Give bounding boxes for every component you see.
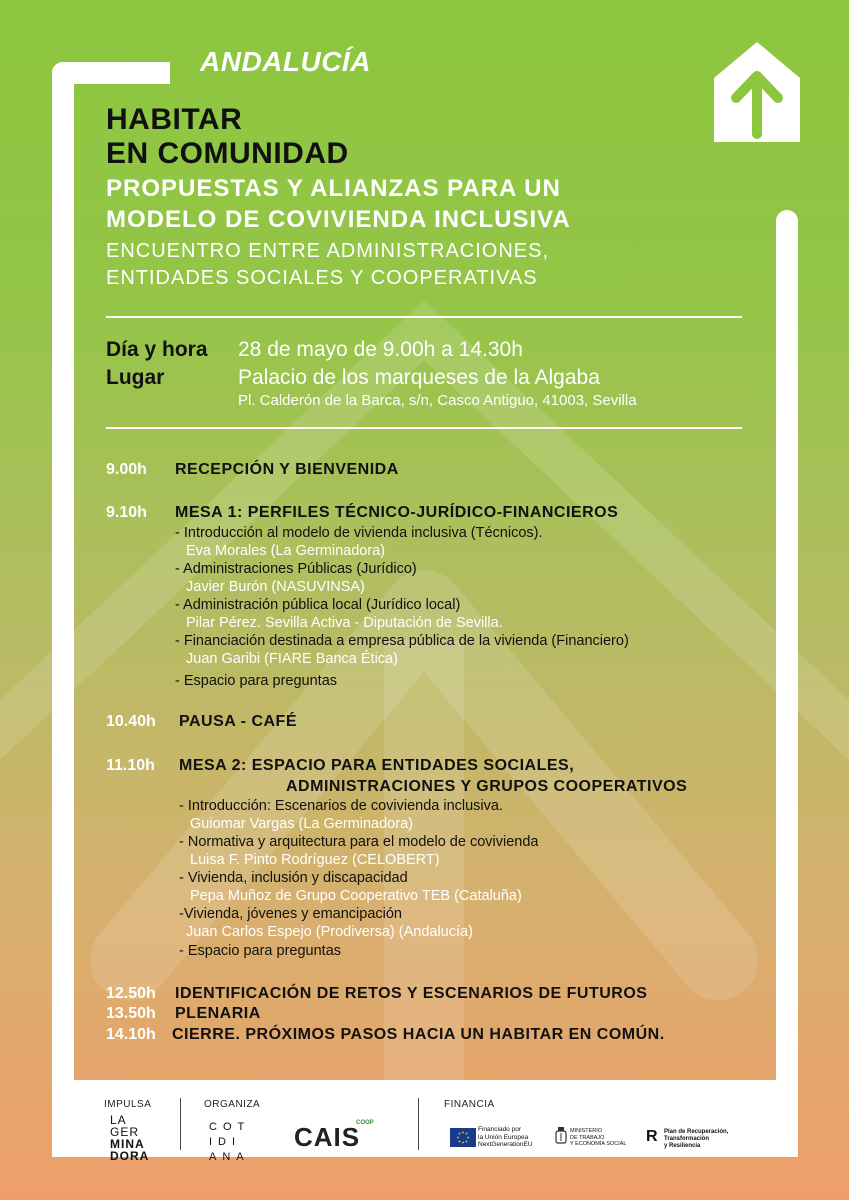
agenda-item: - Administraciones Públicas (Jurídico) [175, 561, 417, 577]
sponsors-footer [74, 1080, 776, 1163]
cais-logo: CAIS [294, 1122, 361, 1152]
session-title: PLENARIA [175, 1005, 261, 1022]
agenda-item: - Espacio para preguntas [179, 943, 342, 959]
agenda-item: - Introducción: Escenarios de covivienda inclusiva. [179, 798, 503, 814]
speaker: Pepa Muñoz de Grupo Cooperativo TEB (Cataluña) [190, 888, 522, 904]
frame-left-bar [52, 62, 74, 1157]
session-title-line2: ADMINISTRACIONES Y GRUPOS COOPERATIVOS [286, 778, 688, 795]
organiza-label: ORGANIZA [204, 1099, 261, 1110]
cotidiana-logo: COT IDI ANA [209, 1121, 251, 1163]
agenda-item: - Administración pública local (Jurídico local) [175, 597, 461, 613]
session-title: MESA 2: ESPACIO PARA ENTIDADES SOCIALES, [179, 757, 575, 774]
subtitle-line4: ENTIDADES SOCIALES Y COOPERATIVAS [106, 267, 538, 289]
footer-divider [180, 1098, 181, 1150]
agenda-item: - Introducción al modelo de vivienda inclusiva (Técnicos). [175, 525, 543, 541]
divider-top [106, 316, 742, 318]
session-title: CIERRE. PRÓXIMOS PASOS HACIA UN HABITAR EN COMÚN. [172, 1026, 665, 1043]
speaker: Luisa F. Pinto Rodríguez (CELOBERT) [190, 852, 440, 868]
subtitle-line2: MODELO DE COVIVIENDA INCLUSIVA [106, 206, 571, 233]
speaker: Javier Burón (NASUVINSA) [186, 579, 365, 595]
agenda-item: - Vivienda, inclusión y discapacidad [179, 870, 408, 886]
recovery-plan-icon: R [646, 1128, 658, 1145]
agenda-item: - Espacio para preguntas [175, 673, 338, 689]
spain-crest-icon [554, 1126, 568, 1146]
session-time: 12.50h [106, 985, 156, 1002]
speaker: Guiomar Vargas (La Germinadora) [190, 816, 413, 832]
ministry-text: MINISTERIO DE TRABAJO Y ECONOMÍA SOCIAL [570, 1128, 627, 1147]
event-title-line2: EN COMUNIDAD [106, 137, 349, 170]
session-title: RECEPCIÓN Y BIENVENIDA [175, 461, 399, 478]
eu-funding-text: Financiado por la Unión Europea NextGenerationEU [478, 1126, 533, 1148]
frame-top-bar [52, 62, 170, 84]
divider-bottom [106, 427, 742, 429]
la-germinadora-logo: LA GER MINA DORA [110, 1113, 150, 1163]
house-arrow-icon [714, 42, 800, 142]
place-value: Palacio de los marqueses de la Algaba [238, 366, 600, 389]
frame-right-bar [776, 210, 798, 1157]
event-title-line1: HABITAR [106, 103, 243, 136]
place-label: Lugar [106, 366, 165, 389]
session-time: 9.10h [106, 504, 147, 521]
region-title: ANDALUCÍA [200, 46, 371, 77]
session-title: IDENTIFICACIÓN DE RETOS Y ESCENARIOS DE FUTUROS [175, 985, 648, 1002]
agenda-item: -Vivienda, jóvenes y emancipación [179, 906, 403, 922]
speaker: Juan Carlos Espejo (Prodiversa) (Andalucía) [186, 924, 473, 940]
date-label: Día y hora [106, 338, 208, 361]
session-time: 10.40h [106, 713, 156, 730]
footer-divider [418, 1098, 419, 1150]
subtitle-line3: ENCUENTRO ENTRE ADMINISTRACIONES, [106, 240, 550, 262]
agenda-item: - Financiación destinada a empresa pública de la vivienda (Financiero) [175, 633, 629, 649]
session-time: 13.50h [106, 1005, 156, 1022]
recovery-plan-text: Plan de Recuperación, Transformación y Resiliencia [664, 1129, 729, 1149]
session-time: 11.10h [106, 757, 155, 774]
session-time: 9.00h [106, 461, 147, 478]
date-value: 28 de mayo de 9.00h a 14.30h [238, 338, 523, 361]
session-title: MESA 1: PERFILES TÉCNICO-JURÍDICO-FINANCIEROS [175, 504, 619, 521]
speaker: Pilar Pérez. Sevilla Activa - Diputación de Sevilla. [186, 615, 503, 631]
speaker: Eva Morales (La Germinadora) [186, 543, 386, 559]
session-time: 14.10h [106, 1026, 156, 1043]
address: Pl. Calderón de la Barca, s/n, Casco Antiguo, 41003, Sevilla [238, 392, 637, 409]
agenda-item: - Normativa y arquitectura para el modelo de covivienda [179, 834, 539, 850]
speaker: Juan Garibi (FIARE Banca Ética) [186, 651, 398, 667]
cais-coop-label: COOP [356, 1120, 374, 1126]
session-title: PAUSA - CAFÉ [179, 713, 297, 730]
eu-flag-icon [450, 1128, 476, 1147]
financia-label: FINANCIA [444, 1099, 495, 1110]
impulsa-label: IMPULSA [104, 1099, 152, 1110]
subtitle-line1: PROPUESTAS Y ALIANZAS PARA UN [106, 175, 561, 202]
